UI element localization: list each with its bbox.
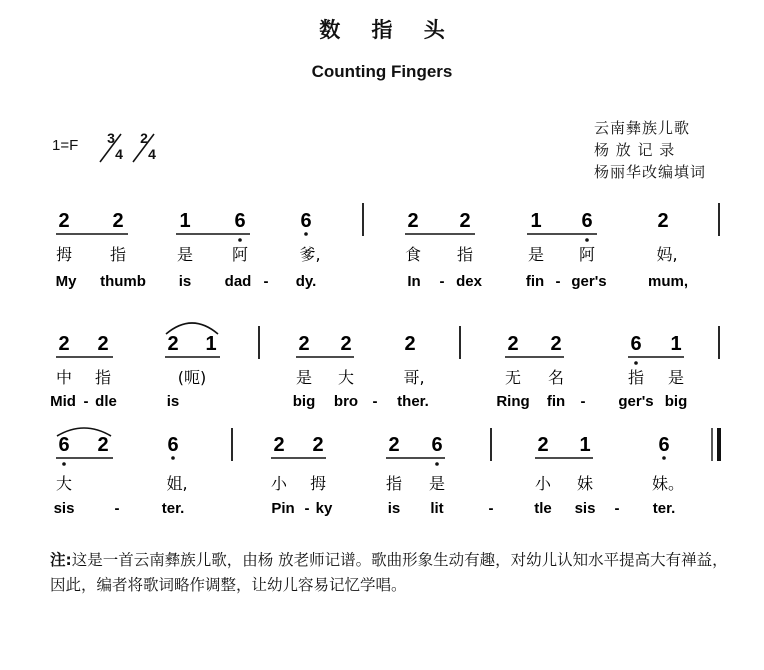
song-title: 数 指 头 [319, 17, 457, 42]
lyric-en: - [263, 273, 269, 290]
note: 2 [404, 333, 416, 355]
lyric-en: dex [456, 273, 482, 290]
lyric-zh: 妈, [656, 245, 678, 264]
lyric-zh: 指 [385, 474, 403, 493]
lyric-en: fin [546, 393, 566, 410]
lyric-en: - [114, 500, 120, 517]
note: 2 [657, 210, 669, 232]
lyric-en: - [304, 500, 310, 517]
note: 6 [300, 210, 312, 232]
lyric-en: thumb [100, 273, 146, 290]
note: 6 [431, 434, 443, 456]
lyric-en: ger's [571, 273, 607, 290]
time-sig-1-bottom: 4 [115, 146, 123, 162]
lyric-zh: (呃) [177, 368, 207, 387]
lyric-zh: 指 [109, 245, 127, 264]
lyric-en: big [292, 393, 316, 410]
time-sig-slash [100, 134, 121, 162]
credit-origin: 云南彝族儿歌 [594, 119, 691, 137]
lyric-zh: 大 [55, 474, 73, 493]
lyric-zh: 指 [94, 368, 112, 387]
lyric-en: mum, [647, 273, 689, 290]
score-line-3 [54, 428, 719, 517]
note: 1 [179, 210, 191, 232]
note: 2 [550, 333, 562, 355]
octave-dot [585, 238, 589, 242]
note: 6 [58, 434, 70, 456]
lyric-en: - [488, 500, 494, 517]
note: 2 [167, 333, 179, 355]
lyric-en: dad [224, 273, 252, 290]
lyric-en: ter. [161, 500, 185, 517]
time-sig-slash [133, 134, 154, 162]
lyric-en: My [55, 273, 77, 290]
octave-dot [435, 462, 439, 466]
credit-arranger: 杨丽华改编填词 [594, 163, 707, 181]
lyric-en: dle [95, 393, 117, 410]
note: 6 [234, 210, 246, 232]
octave-dot [304, 232, 308, 236]
lyric-en: Pin [271, 500, 295, 517]
lyric-en: tle [534, 500, 552, 517]
lyric-zh: 哥, [403, 368, 425, 387]
lyric-en: - [83, 393, 89, 410]
footnote [50, 548, 730, 598]
note: 1 [670, 333, 682, 355]
time-sig-2-bottom: 4 [148, 146, 156, 162]
lyric-en: ky [315, 500, 333, 517]
lyric-en: ger's [618, 393, 654, 410]
lyric-zh: 是 [428, 474, 446, 493]
lyric-zh: 阿 [578, 245, 596, 264]
lyric-en: - [439, 273, 445, 290]
note: 2 [312, 434, 324, 456]
note: 2 [97, 333, 109, 355]
note: 2 [340, 333, 352, 355]
time-sig-2-top: 2 [140, 130, 148, 146]
octave-dot [238, 238, 242, 242]
lyric-en: In [407, 273, 421, 290]
lyric-zh: 食 [404, 245, 422, 264]
note: 1 [530, 210, 542, 232]
lyric-zh: 小 [270, 474, 288, 493]
note: 6 [581, 210, 593, 232]
lyric-en: - [580, 393, 586, 410]
lyric-zh: 爹, [299, 245, 321, 264]
lyric-en: - [614, 500, 620, 517]
lyric-zh: 拇 [309, 474, 327, 493]
note: 1 [205, 333, 217, 355]
note: 6 [630, 333, 642, 355]
lyric-en: lit [430, 500, 444, 517]
lyric-zh: 大 [337, 368, 355, 387]
lyric-en: dy. [295, 273, 317, 290]
note: 2 [537, 434, 549, 456]
lyric-en: - [555, 273, 561, 290]
score-line-2 [50, 323, 719, 410]
note: 2 [58, 210, 70, 232]
lyric-en: Ring [496, 393, 530, 410]
note: 2 [459, 210, 471, 232]
note: 2 [273, 434, 285, 456]
lyric-en: is [178, 273, 192, 290]
lyric-en: ther. [397, 393, 429, 410]
lyric-zh: 妹。 [651, 474, 685, 493]
lyric-en: sis [53, 500, 75, 517]
time-sig-1-top: 3 [107, 130, 115, 146]
note: 2 [298, 333, 310, 355]
key-signature: 1=F [52, 137, 79, 154]
lyric-zh: 中 [55, 368, 73, 387]
note: 2 [97, 434, 109, 456]
lyric-en: - [372, 393, 378, 410]
score-line-1 [56, 203, 719, 290]
octave-dot [171, 456, 175, 460]
lyric-zh: 是 [527, 245, 545, 264]
lyric-en: ter. [652, 500, 676, 517]
lyric-zh: 名 [547, 368, 565, 387]
footnote-text: 这是一首云南彝族儿歌，由杨 放老师记谱。歌曲形象生动有趣，对幼儿认知水平提高大有禅益，因此，编者将歌词略作调整，让幼儿容易记忆学唱。 [50, 551, 728, 594]
lyric-en: sis [574, 500, 596, 517]
lyric-en: is [166, 393, 180, 410]
note: 2 [112, 210, 124, 232]
note: 2 [407, 210, 419, 232]
lyric-zh: 指 [627, 368, 645, 387]
lyric-en: is [387, 500, 401, 517]
lyric-zh: 是 [667, 368, 685, 387]
lyric-en: bro [333, 393, 359, 410]
note: 2 [58, 333, 70, 355]
lyric-zh: 拇 [55, 245, 73, 264]
octave-dot [634, 361, 638, 365]
note: 2 [388, 434, 400, 456]
lyric-zh: 指 [456, 245, 474, 264]
note: 6 [658, 434, 670, 456]
octave-dot [62, 462, 66, 466]
lyric-zh: 是 [176, 245, 194, 264]
footnote-label: 注: [50, 551, 72, 569]
lyric-zh: 无 [504, 368, 522, 387]
credit-transcriber: 杨 放 记 录 [594, 141, 676, 159]
lyric-en: Mid [50, 393, 76, 410]
lyric-en: big [664, 393, 688, 410]
lyric-zh: 小 [534, 474, 552, 493]
lyric-zh: 妹 [576, 474, 594, 493]
lyric-en: fin [525, 273, 545, 290]
note: 1 [579, 434, 591, 456]
note: 6 [167, 434, 179, 456]
lyric-zh: 姐, [166, 474, 188, 493]
note: 2 [507, 333, 519, 355]
lyric-zh: 阿 [231, 245, 249, 264]
song-subtitle: Counting Fingers [311, 62, 453, 81]
octave-dot [662, 456, 666, 460]
lyric-zh: 是 [295, 368, 313, 387]
